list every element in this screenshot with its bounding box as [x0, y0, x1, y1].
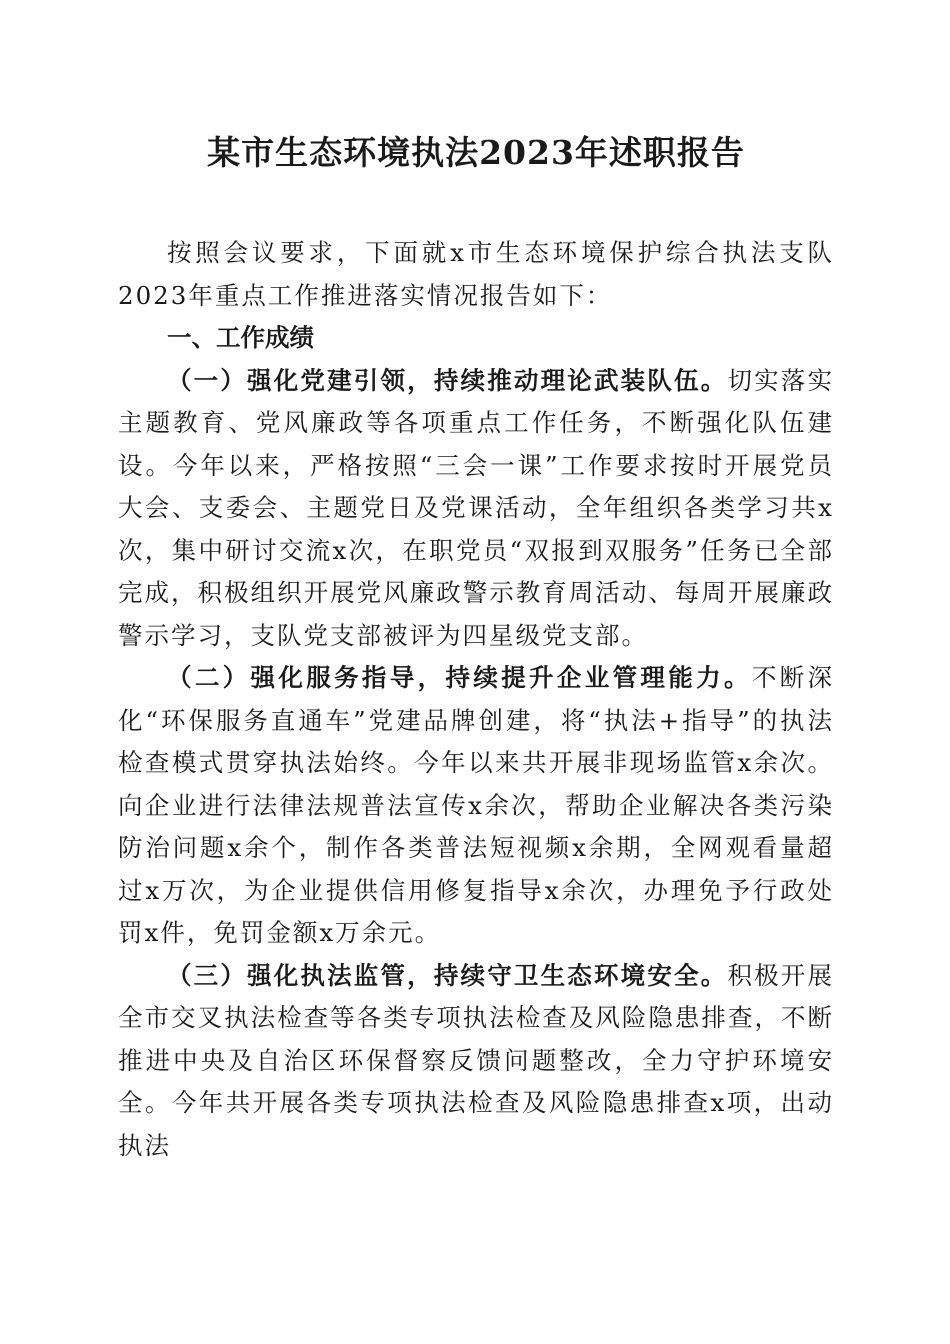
item-lead-1: （一）强化党建引领，持续推动理论武装队伍。: [167, 365, 728, 395]
item-lead-2: （二）强化服务指导，持续提升企业管理能力。: [167, 663, 752, 692]
item-lead-3: （三）强化执法监管，持续守卫生态环境安全。: [167, 960, 728, 990]
section-heading-work-results: 一、工作成绩: [167, 323, 314, 352]
item-body-3: 积极开展全市交叉执法检查等各类专项执法检查及风险隐患排查，不断推进中央及自治区环保督察反馈问题整改，全力守护环境安全。今年共开展各类专项执法检查及风险隐患排查x项，出动执法: [118, 960, 834, 1160]
document-page: [118, 128, 834, 1167]
item-paragraph-3: [118, 955, 834, 1168]
item-body-1: 切实落实主题教育、党风廉政等各项重点工作任务，不断强化队伍建设。今年以来，严格按照“三会一课”工作要求按时开展党员大会、支委会、主题党日及党课活动，全年组织各类学习共x次，集中研讨交流x次，在职党员“双报到双服务”任务已全部完成，积极组织开展党风廉政警示教育周活动、每周开展廉政警示学习，支队党支部被评为四星级党支部。: [118, 365, 834, 650]
intro-paragraph: 按照会议要求，下面就x市生态环境保护综合执法支队2023年重点工作推进落实情况报告如下：: [118, 238, 834, 310]
document-title: 某市生态环境执法2023年述职报告: [207, 133, 745, 172]
item-paragraph-2: [118, 657, 834, 955]
item-body-2: 不断深化“环保服务直通车”党建品牌创建，将“执法+指导”的执法检查模式贯穿执法始终。今年以来共开展非现场监管x余次。向企业进行法律法规普法宣传x余次，帮助企业解决各类污染防治问题x余个，制作各类普法短视频x余期，全网观看量超过x万次，为企业提供信用修复指导x余次，办理免予行政处罚x件，免罚金额x万余元。: [118, 663, 835, 947]
item-paragraph-1: [118, 360, 834, 658]
